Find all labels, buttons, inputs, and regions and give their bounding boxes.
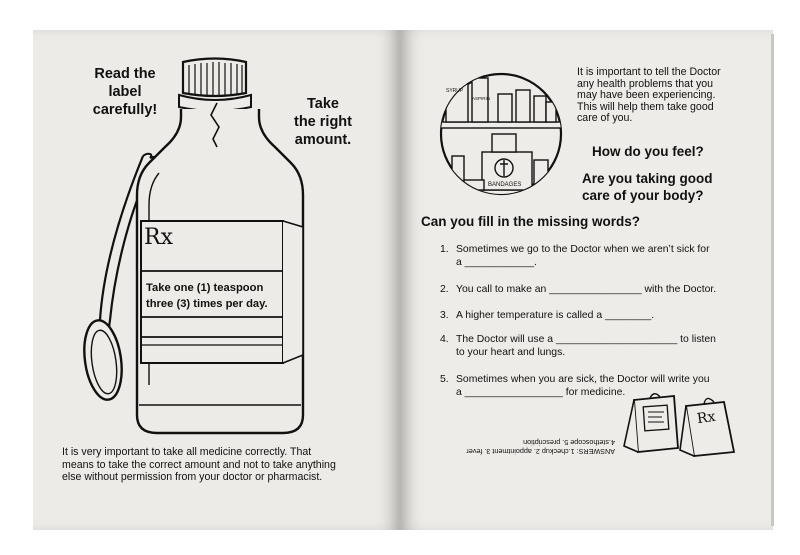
- intro-line: This will help them take good: [577, 100, 714, 113]
- dosage-line: three (3) times per day.: [146, 298, 268, 310]
- question-line: Sometimes we go to the Doctor when we aren’t sick for: [456, 244, 710, 255]
- medicine-bottle-icon: [105, 55, 335, 440]
- heading-line: amount.: [294, 132, 352, 148]
- pharmacy-bags-illustration: [620, 392, 745, 462]
- page-edge: [771, 34, 774, 526]
- body-line: It is very important to take all medicine correctly. That: [62, 446, 312, 458]
- bandages-label: BANDAGES: [488, 182, 522, 188]
- body-line: else without permission from your doctor or pharmacist.: [62, 471, 323, 483]
- intro-line: It is important to tell the Doctor: [577, 66, 721, 78]
- answers-line: 4.stethoscope 5. prescription: [523, 438, 615, 447]
- question-number: 5.: [440, 374, 449, 385]
- pharmacy-bag-icon: [680, 398, 734, 456]
- rx-symbol: Rx: [144, 225, 173, 250]
- heading-line: Read the: [94, 66, 156, 82]
- body-line: means to take the correct amount and not to take anything: [62, 458, 336, 471]
- question-number: 1.: [440, 244, 449, 255]
- question-line: a _________________ for medicine.: [456, 386, 626, 398]
- question-1: [440, 244, 770, 270]
- question-4: [440, 334, 770, 360]
- intro-line: may have been experiencing.: [577, 89, 716, 102]
- question-number: 4.: [440, 334, 449, 345]
- question-line: You call to make an ________________ with the Doctor.: [456, 284, 717, 295]
- question-number: 2.: [440, 284, 449, 295]
- question-3: [440, 310, 770, 323]
- aspirin-label: ASPIRIN: [472, 96, 491, 101]
- how-do-you-feel-heading: How do you feel?: [592, 144, 704, 159]
- question-line: The Doctor will use a _____________________ to listen: [456, 334, 716, 345]
- intro-line: care of you.: [577, 112, 633, 125]
- prescription-bag-icon: [624, 394, 678, 452]
- bag-rx-symbol: Rx: [695, 408, 717, 428]
- heading-line: care of your body?: [582, 188, 704, 203]
- intro-text: [577, 67, 757, 125]
- answers-key: [440, 438, 615, 456]
- fill-in-heading: Can you fill in the missing words?: [421, 214, 641, 229]
- dosage-instruction: [146, 280, 286, 312]
- question-line: A higher temperature is called a ________.: [456, 310, 655, 321]
- heading-line: label: [108, 84, 142, 100]
- syrup-label: SYRUP: [446, 88, 464, 94]
- intro-line: any health problems that you: [577, 77, 714, 90]
- question-line: to your heart and lungs.: [456, 346, 566, 358]
- book-spine: [399, 30, 401, 530]
- question-number: 3.: [440, 310, 449, 321]
- answers-line: ANSWERS: 1.checkup 2. appointment 3. fever: [466, 447, 615, 456]
- left-body-text: [62, 446, 382, 484]
- heading-line: Take: [307, 96, 339, 112]
- heading-line: the right: [294, 114, 352, 130]
- taking-care-heading: [582, 170, 713, 204]
- dosage-line: Take one (1) teaspoon: [146, 282, 264, 294]
- question-line: a ____________.: [456, 256, 537, 268]
- question-2: [440, 284, 770, 297]
- heading-line: carefully!: [92, 102, 158, 118]
- heading-line: Are you taking good: [582, 171, 713, 186]
- question-line: Sometimes when you are sick, the Doctor will write you: [456, 374, 710, 385]
